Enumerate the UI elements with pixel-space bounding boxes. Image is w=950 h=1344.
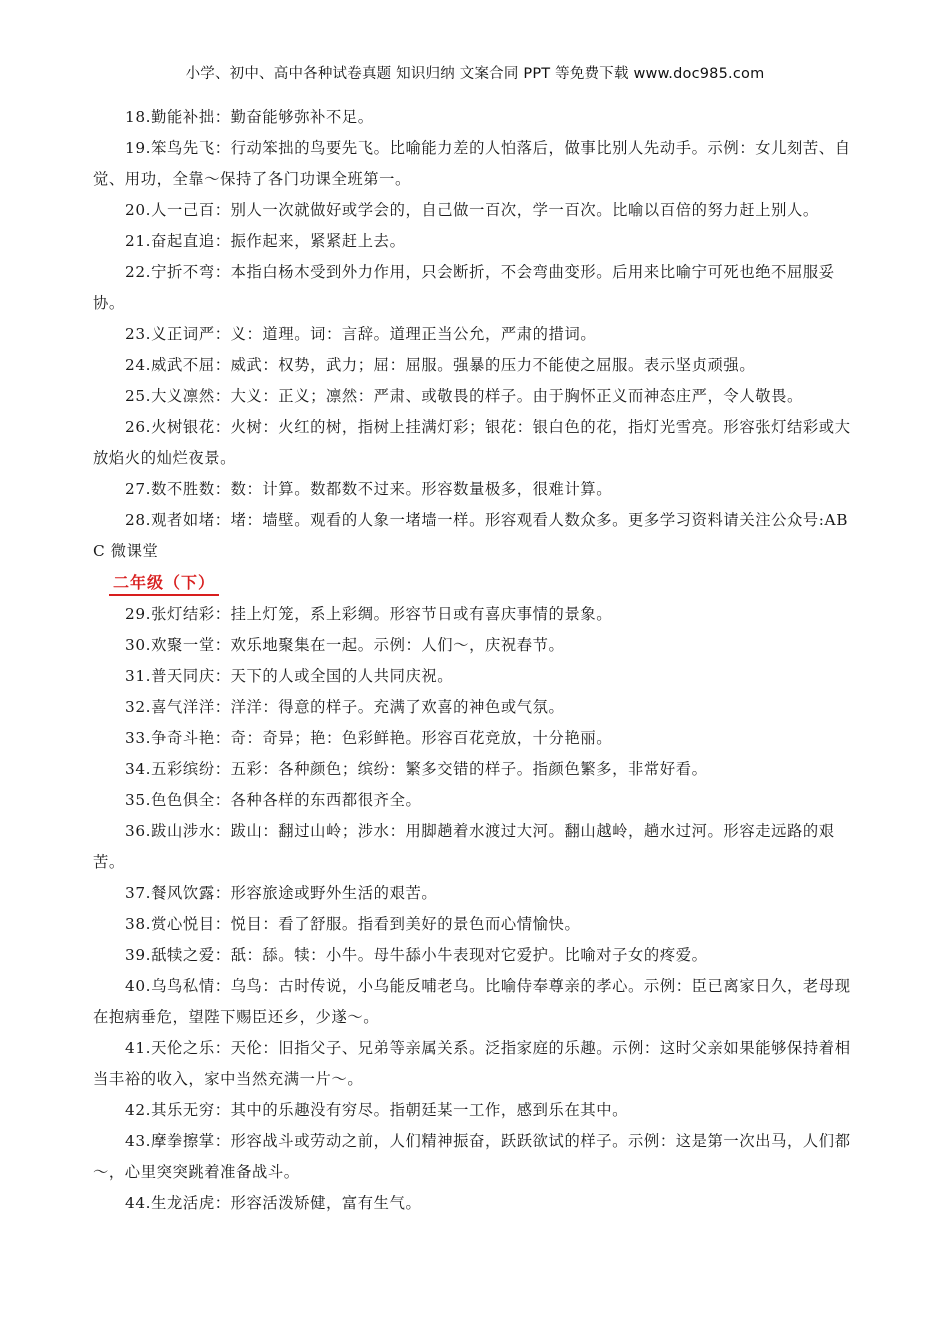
- idiom-entry-22: 22.宁折不弯：本指白杨木受到外力作用，只会断折，不会弯曲变形。后用来比喻宁可死也绝不屈服妥协。: [93, 263, 835, 312]
- idiom-entry-42: 42.其乐无穷：其中的乐趣没有穷尽。指朝廷某一工作，感到乐在其中。: [125, 1101, 629, 1119]
- idiom-entry-18: 18.勤能补拙：勤奋能够弥补不足。: [125, 108, 374, 126]
- idiom-entry-28: 28.观者如堵：堵：墙壁。观看的人象一堵墙一样。形容观看人数众多。更多学习资料请关注公众号:ABC 微课堂: [93, 511, 849, 560]
- idiom-entry-21: 21.奋起直追：振作起来，紧紧赶上去。: [125, 232, 406, 250]
- idiom-entry-38: 38.赏心悦目：悦目：看了舒服。指看到美好的景色而心情愉快。: [125, 915, 581, 933]
- idiom-entry-33: 33.争奇斗艳：奇：奇异；艳：色彩鲜艳。形容百花竞放，十分艳丽。: [125, 729, 613, 747]
- idiom-entry-35: 35.色色俱全：各种各样的东西都很齐全。: [125, 791, 422, 809]
- idiom-entry-43: 43.摩拳擦掌：形容战斗或劳动之前，人们精神振奋，跃跃欲试的样子。示例：这是第一次出马，人们都～，心里突突跳着准备战斗。: [93, 1132, 851, 1181]
- idiom-entry-34: 34.五彩缤纷：五彩：各种颜色；缤纷：繁多交错的样子。指颜色繁多，非常好看。: [125, 760, 708, 778]
- idiom-entry-40: 40.乌鸟私情：乌鸟：古时传说，小乌能反哺老乌。比喻侍奉尊亲的孝心。示例：臣已离家日久，老母现在抱病垂危，望陛下赐臣还乡，少遂～。: [93, 977, 851, 1026]
- idiom-entry-29: 29.张灯结彩：挂上灯笼，系上彩绸。形容节日或有喜庆事情的景象。: [125, 605, 613, 623]
- idiom-entry-23: 23.义正词严：义：道理。词：言辞。道理正当公允，严肃的措词。: [125, 325, 597, 343]
- idiom-entry-19: 19.笨鸟先飞：行动笨拙的鸟要先飞。比喻能力差的人怕落后，做事比别人先动手。示例：女儿刻苦、自觉、用功，全靠～保持了各门功课全班第一。: [93, 139, 851, 188]
- idiom-entry-25: 25.大义凛然：大义：正义；凛然：严肃、或敬畏的样子。由于胸怀正义而神态庄严，令人敬畏。: [125, 387, 803, 405]
- section-heading: [93, 567, 858, 599]
- idiom-entry-44: 44.生龙活虎：形容活泼矫健，富有生气。: [125, 1194, 422, 1212]
- section-heading-label: 二年级（下）: [109, 573, 219, 596]
- idiom-entry-27: 27.数不胜数：数：计算。数都数不过来。形容数量极多，很难计算。: [125, 480, 613, 498]
- idiom-entry-26: 26.火树银花：火树：火红的树，指树上挂满灯彩；银花：银白色的花，指灯光雪亮。形容张灯结彩或大放焰火的灿烂夜景。: [93, 418, 851, 467]
- idiom-entry-31: 31.普天同庆：天下的人或全国的人共同庆祝。: [125, 667, 454, 685]
- idiom-entry-37: 37.餐风饮露：形容旅途或野外生活的艰苦。: [125, 884, 438, 902]
- idiom-entry-41: 41.天伦之乐：天伦：旧指父子、兄弟等亲属关系。泛指家庭的乐趣。示例：这时父亲如果能够保持着相当丰裕的收入，家中当然充满一片～。: [93, 1039, 851, 1088]
- idiom-entry-36: 36.跋山涉水：跋山：翻过山岭；涉水：用脚趟着水渡过大河。翻山越岭，趟水过河。形容走远路的艰苦。: [93, 822, 835, 871]
- idiom-entry-20: 20.人一己百：别人一次就做好或学会的，自己做一百次，学一百次。比喻以百倍的努力赶上别人。: [125, 201, 819, 219]
- document-body: [93, 102, 858, 1219]
- idiom-entry-24: 24.威武不屈：威武：权势，武力；屈：屈服。强暴的压力不能使之屈服。表示坚贞顽强。: [125, 356, 756, 374]
- page-header: 小学、初中、高中各种试卷真题 知识归纳 文案合同 PPT 等免费下载 www.doc985.com: [185, 66, 765, 82]
- idiom-entry-32: 32.喜气洋洋：洋洋：得意的样子。充满了欢喜的神色或气氛。: [125, 698, 565, 716]
- idiom-entry-30: 30.欢聚一堂：欢乐地聚集在一起。示例：人们～，庆祝春节。: [125, 636, 565, 654]
- idiom-entry-39: 39.舐犊之爱：舐：舔。犊：小牛。母牛舔小牛表现对它爱护。比喻对子女的疼爱。: [125, 946, 708, 964]
